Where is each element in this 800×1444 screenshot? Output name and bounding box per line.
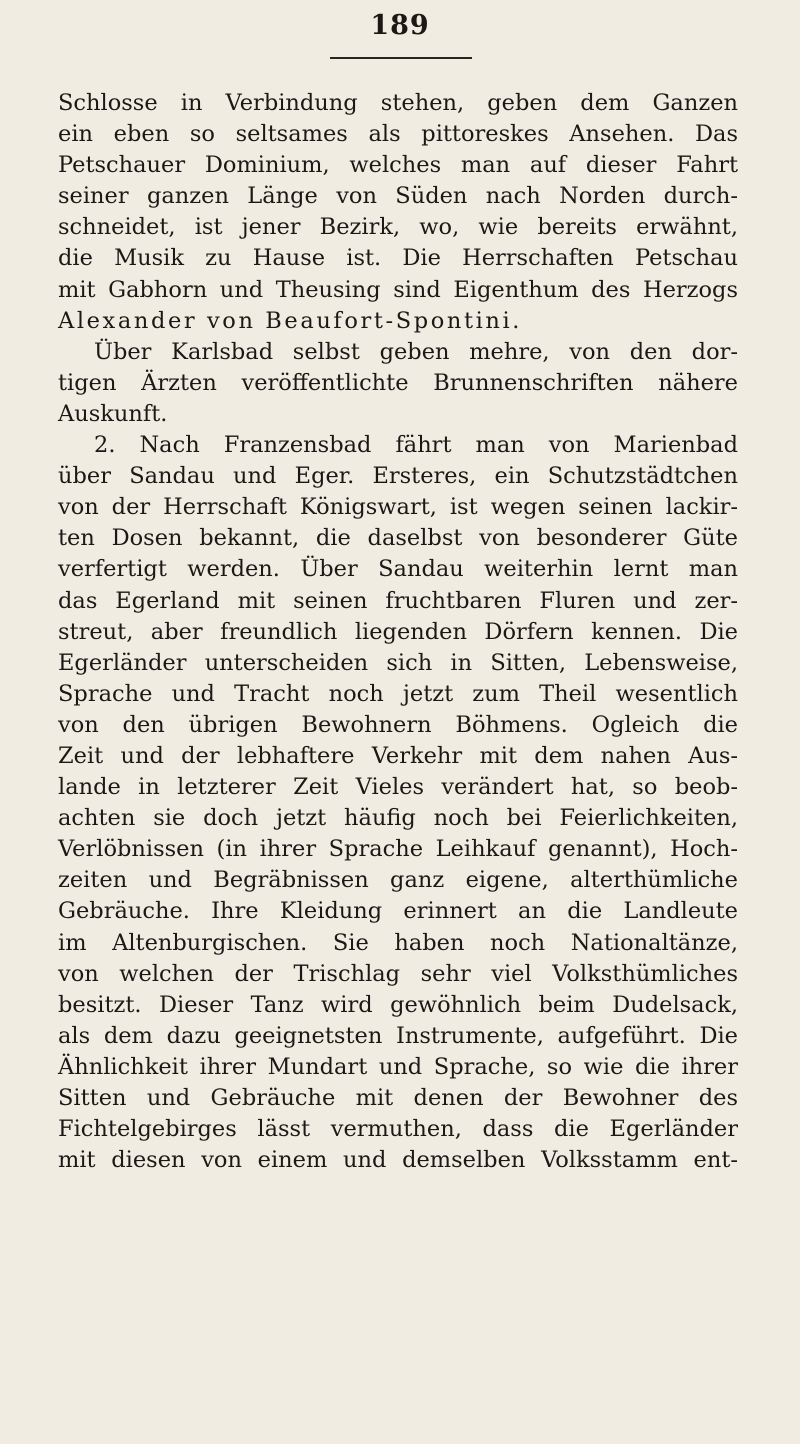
text-line: Alexander von Beaufort-Spontini. [58, 307, 523, 334]
text-line: streut, aber freundlich liegenden Dörfern kennen. Die [58, 618, 738, 645]
text-line: schneidet, ist jener Bezirk, wo, wie bereits erwähnt, [58, 214, 738, 241]
text-line: Egerländer unterscheiden sich in Sitten, Lebensweise, [58, 649, 738, 676]
text-line: Fichtelgebirges lässt vermuthen, dass die Egerländer [58, 1116, 738, 1143]
text-line: mit diesen von einem und demselben Volksstamm ent- [58, 1147, 738, 1174]
page-number: 189 [370, 10, 430, 41]
text-line: zeiten und Begräbnissen ganz eigene, alterthümliche [58, 867, 738, 894]
text-line: die Musik zu Hause ist. Die Herrschaften Petschau [58, 245, 738, 272]
text-line: ein eben so seltsames als pittoreskes Ansehen. Das [58, 121, 738, 148]
text-line: als dem dazu geeignetsten Instrumente, aufgeführt. Die [58, 1022, 738, 1049]
text-line: Zeit und der lebhaftere Verkehr mit dem nahen Aus- [58, 742, 738, 769]
text-line: mit Gabhorn und Theusing sind Eigenthum des Herzogs [58, 276, 738, 303]
text-line: Ähnlichkeit ihrer Mundart und Sprache, so wie die ihrer [58, 1053, 738, 1080]
text-line: Gebräuche. Ihre Kleidung erinnert an die Landleute [58, 898, 738, 925]
text-line: seiner ganzen Länge von Süden nach Norden durch- [58, 183, 738, 210]
text-line: Verlöbnissen (in ihrer Sprache Leihkauf genannt), Hoch- [58, 836, 738, 863]
text-line: von der Herrschaft Königswart, ist wegen seinen lackir- [58, 494, 738, 521]
text-line: Auskunft. [58, 400, 168, 427]
text-line: achten sie doch jetzt häufig noch bei Feierlichkeiten, [58, 805, 738, 832]
text-line: besitzt. Dieser Tanz wird gewöhnlich beim Dudelsack, [58, 991, 738, 1018]
page-number-rule [330, 57, 472, 59]
text-line: Petschauer Dominium, welches man auf dieser Fahrt [58, 152, 738, 179]
text-line: von welchen der Trischlag sehr viel Volksthümliches [58, 960, 738, 987]
text-line: tigen Ärzten veröffentlichte Brunnenschriften nähere [58, 369, 738, 396]
text-line: Schlosse in Verbindung stehen, geben dem Ganzen [58, 90, 738, 116]
text-line: Sprache und Tracht noch jetzt zum Theil wesentlich [58, 680, 738, 707]
text-line: Sitten und Gebräuche mit denen der Bewohner des [58, 1085, 738, 1111]
text-line: lande in letzterer Zeit Vieles verändert hat, so beob- [58, 774, 738, 801]
text-line: ten Dosen bekannt, die daselbst von besonderer Güte [58, 525, 738, 552]
text-line: 2. Nach Franzensbad fährt man von Marienbad [94, 432, 738, 459]
text-line: verfertigt werden. Über Sandau weiterhin lernt man [58, 556, 738, 583]
text-line: das Egerland mit seinen fruchtbaren Fluren und zer- [58, 587, 738, 614]
text-line: Über Karlsbad selbst geben mehre, von den dor- [94, 338, 738, 365]
text-line: von den übrigen Bewohnern Böhmens. Ogleich die [58, 711, 738, 738]
text-line: über Sandau und Eger. Ersteres, ein Schutzstädtchen [58, 463, 738, 490]
body-text [58, 88, 738, 1176]
text-line: im Altenburgischen. Sie haben noch Nationaltänze, [58, 929, 738, 956]
